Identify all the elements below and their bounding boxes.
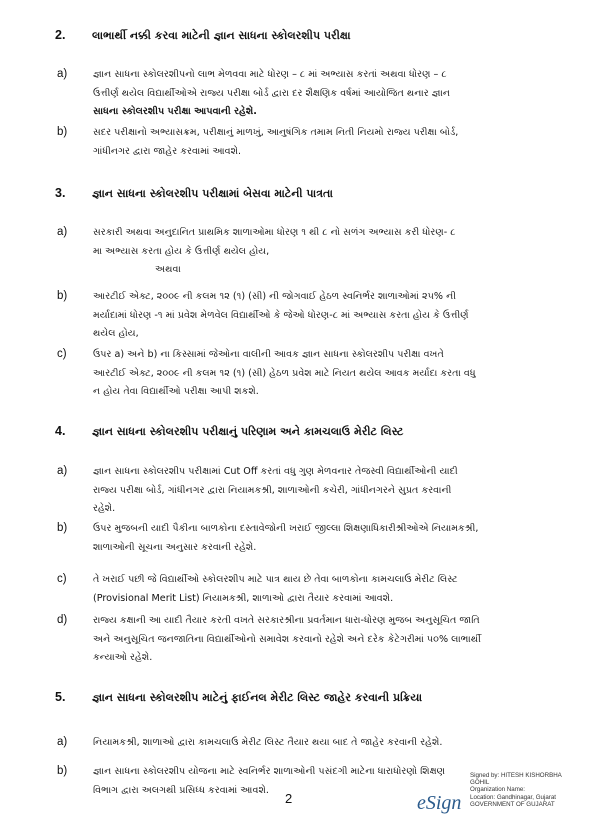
item-label: c) (57, 573, 67, 585)
item-text (93, 288, 573, 344)
section-heading: જ્ઞાન સાધના સ્કોલરશીપ માટેનું ફાઈનલ મેરીટ લિસ્ટ જાહેર કરવાની પ્રક્રિયા (92, 691, 423, 704)
signed-by: Signed by: HITESH KISHORBHA (470, 772, 562, 779)
text-line: રહેશે. (93, 503, 116, 514)
item-label: b) (57, 522, 68, 534)
text-line: સદર પરીક્ષાનો અભ્યાસક્રમ, પરીક્ષાનું માળખું, આનુષંગિક તમામ નિતી નિયમો રાજ્ય પરીક્ષા બોર્ડ, (93, 127, 459, 138)
text-line: સરકારી અથવા અનુદાનિત પ્રાથમિક શાળાઓમા ધોરણ ૧ થી ૮ નો સળંગ અભ્યાસ કરી ધોરણ- ૮ (93, 227, 456, 238)
item-text (93, 346, 573, 402)
text-line: થયેલ હોય, (93, 328, 139, 339)
text-line: આરટીઈ એક્ટ, ૨૦૦૯ ની કલમ ૧૨ (૧) (સી) હેઠળ પ્રવેશ માટે નિયત થયેલ આવક મર્યાદા કરતા વધુ (93, 367, 476, 379)
text-line: તે ખરાઈ પછી જે વિદ્યાર્થીઓ સ્કોલરશીપ માટે પાત્ર થાય છે તેવા બાળકોના કામચલાઉ મેરીટ લિસ્ટ (93, 574, 458, 585)
item-text (93, 520, 573, 557)
text-line: નિયામકશ્રી, શાળાઓ દ્વારા કામચલાઉ મેરીટ લિસ્ટ તૈયાર થયા બાદ તે જાહેર કરવાની રહેશે. (93, 737, 443, 748)
text-line: અને અનુસૂચિત જનજાતિના વિદ્યાર્થીઓનો સમાવેશ કરવાનો રહેશે અને દરેક કેટેગરીમાં ૫૦% લાભાર્થી (93, 633, 481, 645)
item-label: b) (57, 765, 68, 777)
section-heading: જ્ઞાન સાધના સ્કોલરશીપ પરીક્ષામાં બેસવા માટેની પાત્રતા (92, 187, 333, 200)
item-label: a) (57, 465, 68, 477)
text-line: (Provisional Merit List) નિયામકશ્રી, શાળાઓ દ્વારા તૈયાર કરવામાં આવશે. (93, 592, 394, 604)
text-line: મર્યાદામાં ધોરણ -૧ માં પ્રવેશ મેળવેલ વિદ્યાર્થીઓ કે જેઓ ધોરણ-૮ માં અભ્યાસ કરતા હોય કે ઉત્તીર્ણ (93, 309, 469, 321)
text-line: કન્યાઓ રહેશે. (93, 652, 153, 663)
item-text (93, 734, 573, 753)
text-line: જ્ઞાન સાધના સ્કોલરશીપ યોજના માટે સ્વનિર્ભર શાળાઓની પસંદગી માટેના ધારાધોરણો શિક્ષણ (93, 766, 446, 777)
text-line: શાળાઓની સૂચના અનુસાર કરવાની રહેશે. (93, 541, 257, 553)
item-label: c) (57, 348, 67, 360)
item-text (93, 463, 573, 519)
section-heading: જ્ઞાન સાધના સ્કોલરશીપ પરીક્ષાનું પરિણામ અને કામચલાઉ મેરીટ લિસ્ટ (92, 425, 404, 438)
item-label: a) (57, 736, 68, 748)
esign-logo-text: eSign (417, 792, 462, 814)
section-number: 4. (55, 424, 66, 438)
text-line: ઉત્તીર્ણ થયેલ વિદ્યાર્થીઓએ રાજ્ય પરીક્ષા બોર્ડ દ્વારા દર શૈક્ષણિક વર્ષમાં આયોજિત થનાર જ્ઞાન (93, 87, 451, 99)
item-text (93, 224, 573, 280)
text-line: ગાંધીનગર દ્વારા જાહેર કરવામાં આવશે. (93, 145, 242, 157)
item-label: a) (57, 226, 68, 238)
section-number: 5. (55, 690, 66, 704)
item-text (93, 124, 573, 161)
text-line: ઉપર મુજબની યાદી પૈકીના બાળકોના દસ્તાવેજોની ખરાઈ જીલ્લા શિક્ષણાધિકારીશ્રીઓએ નિયામકશ્રી, (93, 523, 479, 534)
item-text (93, 571, 573, 608)
text-line: જ્ઞાન સાધના સ્કોલરશીપ પરીક્ષામાં Cut Off કરતાં વધુ ગુણ મેળવનાર તેજસ્વી વિદ્યાર્થીઓની યાદી (93, 466, 458, 477)
text-line: ન હોય તેવા વિદ્યાર્થીઓ પરીક્ષા આપી શકશે. (93, 386, 259, 397)
text-line: જ્ઞાન સાધના સ્કોલરશીપનો લાભ મેળવવા માટે ધોરણ – ૮ માં અભ્યાસ કરતાં અથવા ધોરણ – ૮ (93, 69, 447, 80)
item-label: a) (57, 68, 68, 80)
text-line: અથવા (155, 264, 181, 275)
text-line: મા અભ્યાસ કરતા હોય કે ઉત્તીર્ણ થયેલ હોય, (93, 245, 270, 257)
organization-label: Organization Name: (470, 786, 526, 794)
item-text (93, 66, 573, 122)
item-label: b) (57, 290, 68, 302)
organization-name: GOVERNMENT OF GUJARAT (470, 800, 555, 808)
item-label: b) (57, 126, 68, 138)
signature-location: Location: Gandhinagar, Gujarat (470, 793, 556, 801)
text-line: સાધના સ્કોલરશીપ પરીક્ષા આપવાની રહેશે. (93, 106, 257, 117)
page-number: 2 (285, 791, 293, 806)
text-line: ઉપર a) અને b) ના કિસ્સામાં જેઓના વાલીની આવક જ્ઞાન સાધના સ્કોલરશીપ પરીક્ષા વખતે (93, 349, 444, 360)
section-number: 2. (55, 28, 66, 42)
digital-signature-block (470, 772, 562, 808)
item-label: d) (57, 614, 68, 626)
text-line: રાજ્ય પરીક્ષા બોર્ડ, ગાંધીનગર દ્વારા નિયામકશ્રી, શાળાઓની કચેરી, ગાંધીનગરને સુપ્રત કરવાની (93, 484, 452, 496)
item-text (93, 612, 573, 668)
text-line: રાજ્ય કક્ષાની આ યાદી તૈયાર કરતી વખતે સરકારશ્રીના પ્રવર્તમાન ધારા-ધોરણ મુજબ અનુસૂચિત જાતિ (93, 615, 480, 626)
esign-logo (416, 787, 464, 815)
section-heading: લાભાર્થી નક્કી કરવા માટેની જ્ઞાન સાધના સ્કોલરશીપ પરીક્ષા (92, 29, 351, 42)
text-line: આરટીઈ એક્ટ, ૨૦૦૯ ની કલમ ૧૨ (૧) (સી) ની જોગવાઈ હેઠળ સ્વનિર્ભર શાળાઓમાં ૨૫% ની (93, 291, 456, 302)
section-number: 3. (55, 186, 66, 200)
signed-by-continued: GOHIL (470, 779, 490, 787)
text-line: વિભાગ દ્વારા અલગથી પ્રસિધ્ધ કરવામાં આવશે. (93, 784, 269, 796)
